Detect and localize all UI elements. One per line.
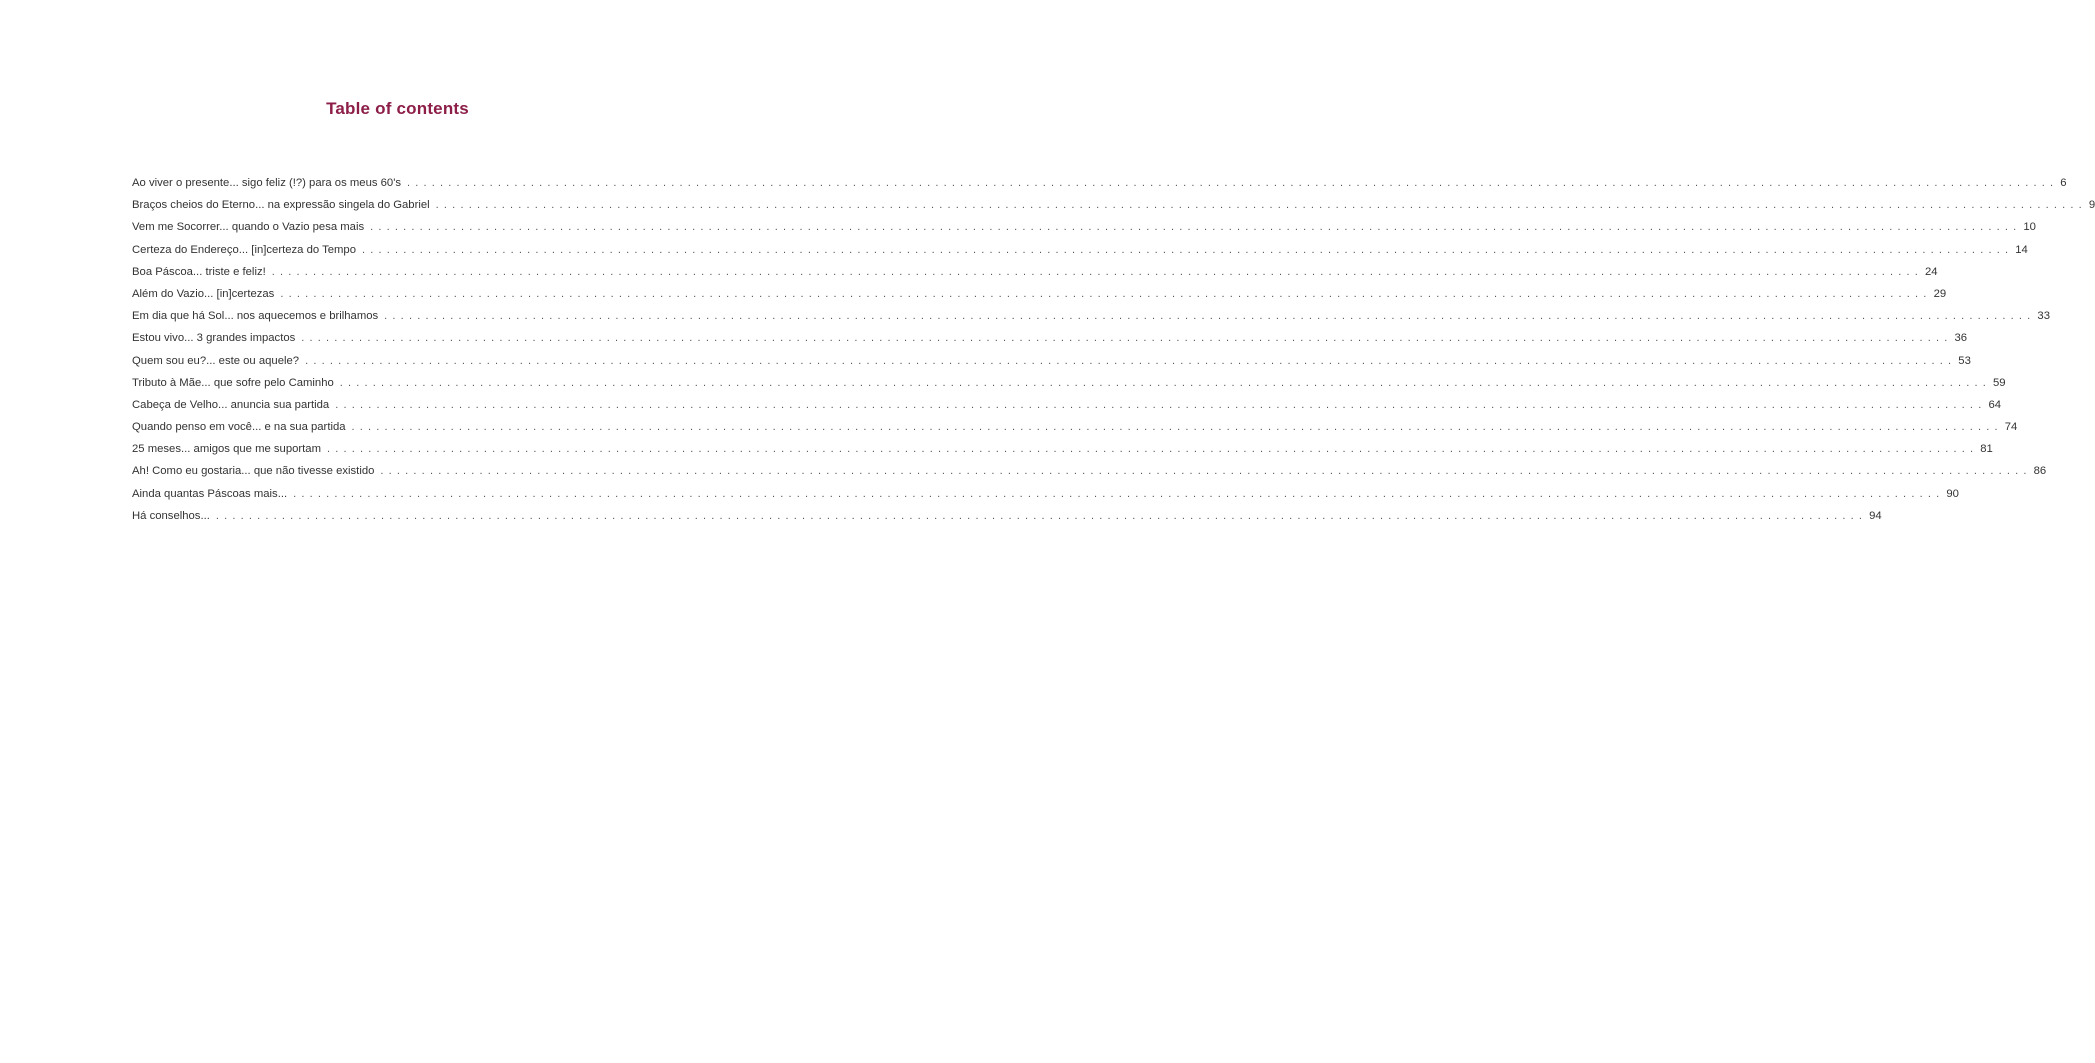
toc-dot-leader: ........................................................................................................................................................................................................ [271,265,1923,278]
toc-entry-title: Vem me Socorrer... quando o Vazio pesa mais [132,221,370,233]
toc-dot-leader: ........................................................................................................................................................................................................ [361,243,2014,256]
toc-entry-page: 24 [1924,265,1938,278]
toc-entry-title: Além do Vazio... [in]certezas [132,288,280,300]
toc-entry-title: Ah! Como eu gostaria... que não tivesse existido [132,465,380,477]
toc-dot-leader: ........................................................................................................................................................................................................ [339,376,1992,389]
toc-entry-title: Estou vivo... 3 grandes impactos [132,332,301,344]
toc-entry-page: 94 [1869,509,1882,522]
toc-title: Table of contents [326,99,469,118]
toc-entry-page: 90 [1946,487,1959,500]
toc-entry-page: 14 [2015,243,2028,256]
toc-entry-title: Certeza do Endereço... [in]certeza do Tempo [132,244,362,256]
toc-entry[interactable] [132,177,2067,199]
toc-entry[interactable] [132,310,2050,332]
toc-dot-leader: ........................................................................................................................................................................................................ [335,398,1987,411]
toc-dot-leader: ........................................................................................................................................................................................................ [435,199,2087,212]
toc-entry-title: Braços cheios do Eterno... na expressão singela do Gabriel [132,199,436,211]
toc-entry-title: Ao viver o presente... sigo feliz (!?) para os meus 60's [132,177,407,189]
toc-entry-page: 9 [2088,199,2095,212]
toc-entry[interactable] [132,443,1993,465]
toc-entry-title: Em dia que há Sol... nos aquecemos e brilhamos [132,310,384,322]
toc-entry-page: 36 [1954,332,1968,345]
toc-entry-title: Tributo à Mãe... que sofre pelo Caminho [132,377,340,389]
toc-dot-leader: ........................................................................................................................................................................................................ [384,310,2036,323]
toc-entry[interactable] [132,465,2047,487]
toc-entry-title: Cabeça de Velho... anuncia sua partida [132,399,335,411]
toc-entry[interactable] [132,398,2002,421]
toc-entry-page: 59 [1993,376,2006,389]
toc-entry[interactable] [132,243,2028,266]
toc-entry[interactable] [132,354,1971,377]
toc-entry-page: 81 [1980,443,1993,456]
toc-entry-title: Quando penso em você... e na sua partida [132,421,352,433]
toc-entry-title: Há conselhos... [132,510,216,522]
toc-dot-leader: ........................................................................................................................................................................................................ [293,487,1945,500]
toc-entry-page: 10 [2023,221,2036,234]
toc-entry-page: 74 [2004,421,2018,434]
toc-entry-title: Quem sou eu?... este ou aquele? [132,355,305,367]
toc-entry[interactable] [132,487,1959,510]
toc-entry[interactable] [132,221,2036,243]
toc-entry[interactable] [132,421,2018,443]
toc-entry[interactable] [132,199,2095,221]
toc-entry[interactable] [132,509,1882,532]
toc-dot-leader: ........................................................................................................................................................................................................ [301,332,1953,345]
toc-entry[interactable] [132,376,2006,399]
toc-entry-page: 29 [1933,287,1947,300]
toc-entry-page: 86 [2033,465,2047,478]
toc-entry[interactable] [132,287,1947,310]
toc-dot-leader: ........................................................................................................................................................................................................ [305,354,1957,367]
toc-entry[interactable] [132,332,1968,354]
toc-dot-leader: ........................................................................................................................................................................................................ [407,177,2059,189]
toc-entry-page: 33 [2037,310,2050,323]
toc-list [132,177,2095,532]
toc-dot-leader: ........................................................................................................................................................................................................ [370,221,2022,234]
toc-entry-page: 6 [2060,177,2067,189]
toc-dot-leader: ........................................................................................................................................................................................................ [380,465,2032,478]
toc-dot-leader: ........................................................................................................................................................................................................ [351,421,2003,434]
toc-entry[interactable] [132,265,1938,288]
toc-dot-leader: ........................................................................................................................................................................................................ [215,509,1868,522]
toc-dot-leader: ........................................................................................................................................................................................................ [327,443,1979,456]
toc-dot-leader: ........................................................................................................................................................................................................ [280,287,1932,300]
toc-entry-page: 64 [1988,398,2002,411]
toc-entry-title: 25 meses... amigos que me suportam [132,443,327,455]
toc-entry-page: 53 [1958,354,1971,367]
toc-entry-title: Boa Páscoa... triste e feliz! [132,266,272,278]
toc-entry-title: Ainda quantas Páscoas mais... [132,488,293,500]
